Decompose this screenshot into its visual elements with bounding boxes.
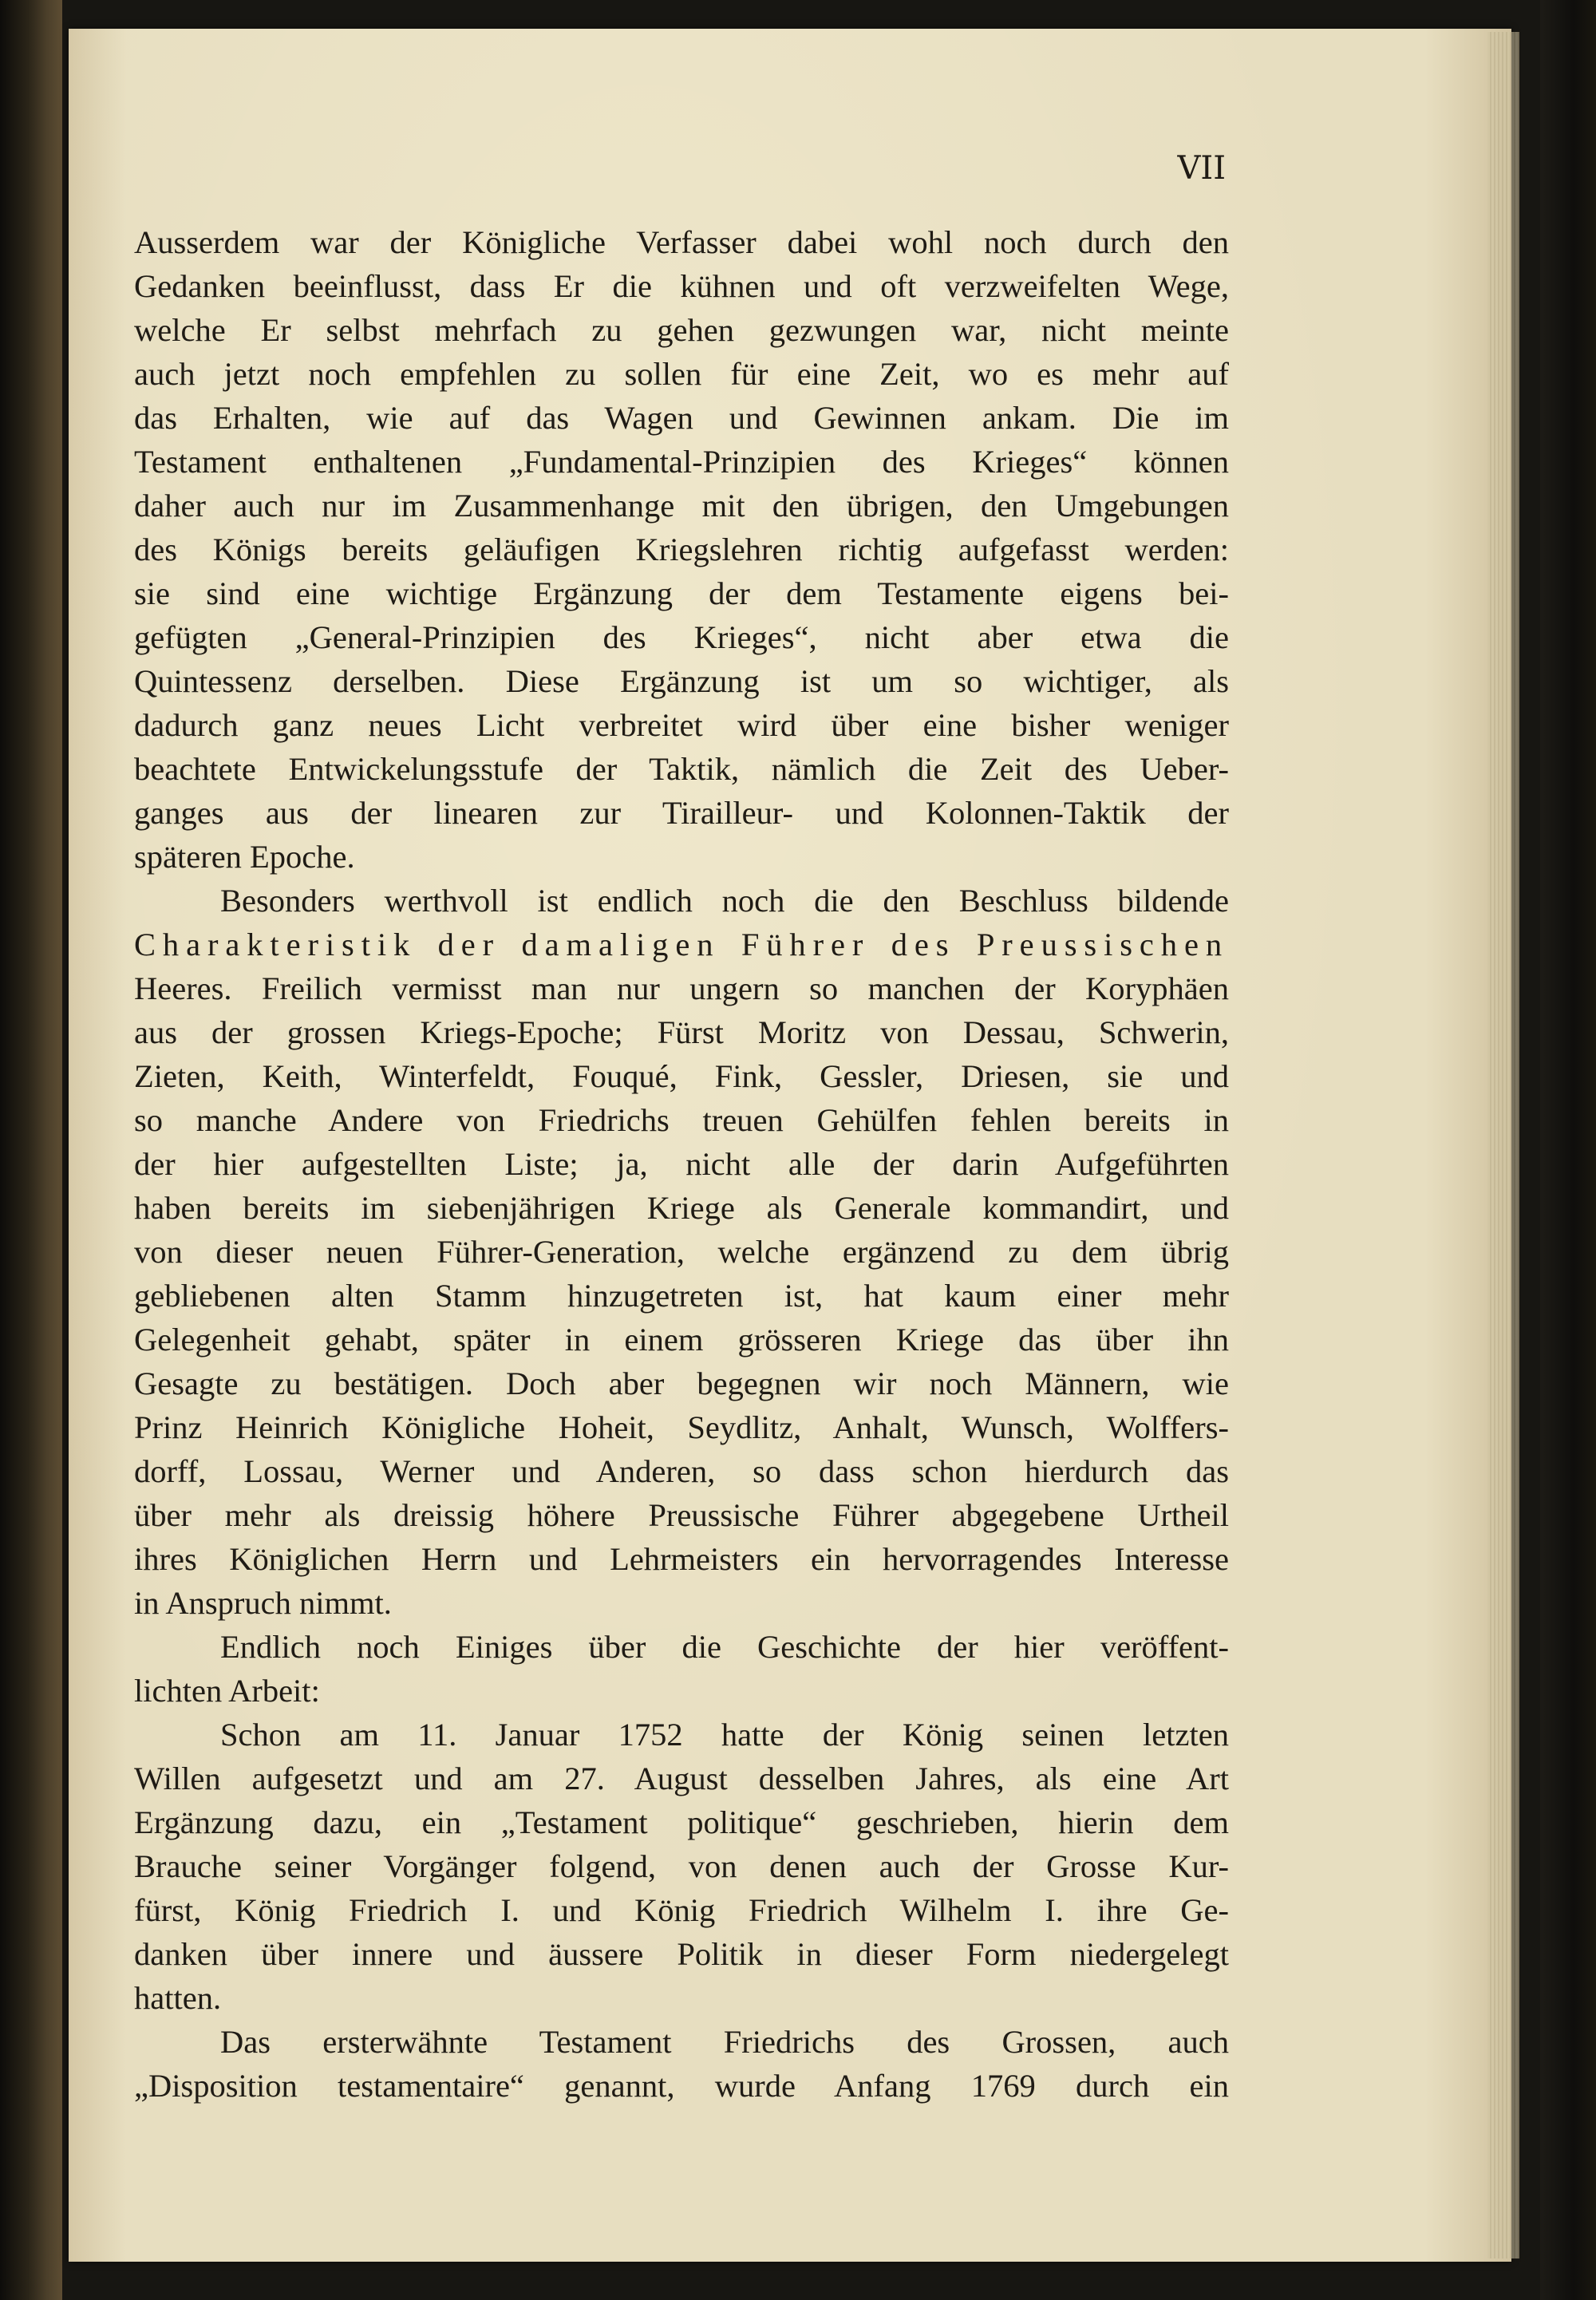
- text-line: so manche Andere von Friedrichs treuen Gehülfen fehlen bereits in: [134, 1102, 1229, 1138]
- text-line: Charakteristik der damaligen Führer des Preussischen: [134, 927, 1229, 962]
- text-line: Testament enthaltenen „Fundamental-Prinzipien des Krieges“ können: [134, 444, 1229, 480]
- text-line: ihres Königlichen Herrn und Lehrmeisters ein hervorragendes Interesse: [134, 1541, 1229, 1577]
- text-line: Willen aufgesetzt und am 27. August desselben Jahres, als eine Art: [134, 1761, 1229, 1796]
- text-line: Ausserdem war der Königliche Verfasser dabei wohl noch durch den: [134, 224, 1229, 260]
- text-line: dadurch ganz neues Licht verbreitet wird über eine bisher weniger: [134, 707, 1229, 743]
- text-line: ganges aus der linearen zur Tirailleur- und Kolonnen-Taktik der: [134, 795, 1229, 831]
- text-line: Ergänzung dazu, ein „Testament politique“ geschrieben, hierin dem: [134, 1804, 1229, 1840]
- text-line: des Königs bereits geläufigen Kriegslehren richtig aufgefasst werden:: [134, 532, 1229, 567]
- text-line: hatten.: [134, 1980, 222, 2016]
- text-line: Brauche seiner Vorgänger folgend, von denen auch der Grosse Kur-: [134, 1848, 1229, 1884]
- paragraph-start-line: Endlich noch Einiges über die Geschichte der hier veröffent-: [220, 1629, 1229, 1665]
- text-line: Heeres. Freilich vermisst man nur ungern so manchen der Koryphäen: [134, 970, 1229, 1006]
- paragraph-start-line: Das ersterwähnte Testament Friedrichs des Grossen, auch: [220, 2024, 1229, 2060]
- page-stack-edge: [1487, 32, 1519, 2259]
- text-line: sie sind eine wichtige Ergänzung der dem Testamente eigens bei-: [134, 575, 1229, 611]
- text-line: daher auch nur im Zusammenhange mit den übrigen, den Umgebungen: [134, 488, 1229, 524]
- text-line: das Erhalten, wie auf das Wagen und Gewinnen ankam. Die im: [134, 400, 1229, 436]
- text-line: haben bereits im siebenjährigen Kriege als Generale kommandirt, und: [134, 1190, 1229, 1226]
- text-line: von dieser neuen Führer-Generation, welche ergänzend zu dem übrig: [134, 1234, 1229, 1270]
- paragraph-start-line: Besonders werthvoll ist endlich noch die den Beschluss bildende: [220, 883, 1229, 919]
- text-line: in Anspruch nimmt.: [134, 1585, 392, 1621]
- text-line: der hier aufgestellten Liste; ja, nicht alle der darin Aufgeführten: [134, 1146, 1229, 1182]
- text-line: über mehr als dreissig höhere Preussische Führer abgegebene Urtheil: [134, 1497, 1229, 1533]
- text-line: Gedanken beeinflusst, dass Er die kühnen und oft verzweifelten Wege,: [134, 268, 1229, 304]
- text-line: auch jetzt noch empfehlen zu sollen für eine Zeit, wo es mehr auf: [134, 356, 1229, 392]
- text-line: aus der grossen Kriegs-Epoche; Fürst Moritz von Dessau, Schwerin,: [134, 1014, 1229, 1050]
- text-line: fürst, König Friedrich I. und König Friedrich Wilhelm I. ihre Ge-: [134, 1892, 1229, 1928]
- text-line: Gelegenheit gehabt, später in einem grösseren Kriege das über ihn: [134, 1322, 1229, 1357]
- text-line: Zieten, Keith, Winterfeldt, Fouqué, Fink, Gessler, Driesen, sie und: [134, 1058, 1229, 1094]
- page-number: VII: [1177, 150, 1226, 187]
- text-line: Gesagte zu bestätigen. Doch aber begegnen wir noch Männern, wie: [134, 1365, 1229, 1401]
- text-line: späteren Epoche.: [134, 839, 355, 875]
- text-line: dorff, Lossau, Werner und Anderen, so dass schon hierdurch das: [134, 1453, 1229, 1489]
- text-line: „Disposition testamentaire“ genannt, wurde Anfang 1769 durch ein: [134, 2068, 1229, 2104]
- text-line: gebliebenen alten Stamm hinzugetreten ist, hat kaum einer mehr: [134, 1278, 1229, 1314]
- book-cover-edge: [1540, 0, 1596, 2300]
- text-line: gefügten „General-Prinzipien des Krieges“, nicht aber etwa die: [134, 619, 1229, 655]
- text-line: danken über innere und äussere Politik in dieser Form niedergelegt: [134, 1936, 1229, 1972]
- text-line: beachtete Entwickelungsstufe der Taktik, nämlich die Zeit des Ueber-: [134, 751, 1229, 787]
- book-spine: [0, 0, 62, 2300]
- text-line: Prinz Heinrich Königliche Hoheit, Seydlitz, Anhalt, Wunsch, Wolffers-: [134, 1409, 1229, 1445]
- text-line: lichten Arbeit:: [134, 1673, 320, 1709]
- body-text: [134, 220, 1229, 2108]
- text-line: welche Er selbst mehrfach zu gehen gezwungen war, nicht meinte: [134, 312, 1229, 348]
- paragraph-start-line: Schon am 11. Januar 1752 hatte der König seinen letzten: [220, 1717, 1229, 1753]
- text-line: Quintessenz derselben. Diese Ergänzung ist um so wichtiger, als: [134, 663, 1229, 699]
